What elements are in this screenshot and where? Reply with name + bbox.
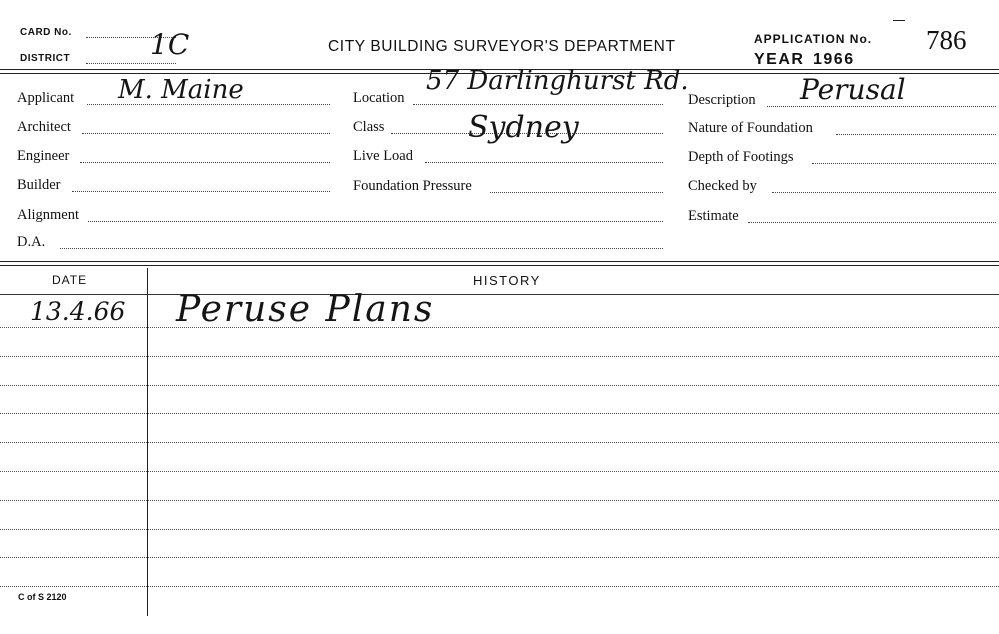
history-column-header: HISTORY xyxy=(473,273,541,288)
nature-of-foundation-label: Nature of Foundation xyxy=(688,120,813,136)
history-ruled-line xyxy=(0,413,999,414)
class-value: Sydney xyxy=(468,110,579,145)
history-divider-top xyxy=(0,261,999,262)
foundation-pressure-label: Foundation Pressure xyxy=(353,178,472,194)
foundation-pressure-dots xyxy=(490,192,663,193)
history-divider-bottom xyxy=(0,265,999,266)
description-label: Description xyxy=(688,92,756,108)
year-value: 1966 xyxy=(813,51,855,68)
live-load-label: Live Load xyxy=(353,148,413,164)
depth-of-footings-label: Depth of Footings xyxy=(688,149,794,165)
history-ruled-line xyxy=(0,529,999,530)
year-label: YEAR xyxy=(754,51,805,68)
history-ruled-line xyxy=(0,356,999,357)
district-dots xyxy=(86,63,176,64)
application-no-value: 786 xyxy=(926,25,967,55)
history-entry-text: Peruse Plans xyxy=(176,289,435,330)
history-ruled-line xyxy=(0,385,999,386)
engineer-dots xyxy=(80,162,330,163)
live-load-dots xyxy=(425,162,663,163)
history-ruled-line xyxy=(0,500,999,501)
history-ruled-line xyxy=(0,442,999,443)
history-header-rule xyxy=(0,294,999,295)
description-dots xyxy=(767,106,996,107)
district-label: DISTRICT xyxy=(20,53,71,64)
description-value: Perusal xyxy=(800,73,906,106)
nature-of-foundation-dots xyxy=(836,134,996,135)
architect-dots xyxy=(82,133,330,134)
engineer-label: Engineer xyxy=(17,148,70,164)
history-ruled-line xyxy=(0,471,999,472)
history-ruled-line xyxy=(0,327,999,328)
alignment-dots xyxy=(88,221,663,222)
date-column-header: DATE xyxy=(52,273,88,287)
history-entry-date: 13.4.66 xyxy=(30,297,126,326)
history-ruled-line xyxy=(0,557,999,558)
application-no-dash xyxy=(893,20,905,21)
alignment-label: Alignment xyxy=(17,207,80,223)
builder-dots xyxy=(72,191,330,192)
card-no-label: CARD No. xyxy=(20,27,72,38)
depth-of-footings-dots xyxy=(812,163,996,164)
location-value: 57 Darlinghurst Rd. xyxy=(426,66,689,96)
department-title: CITY BUILDING SURVEYOR'S DEPARTMENT xyxy=(328,38,676,55)
form-code: C of S 2120 xyxy=(18,592,67,602)
district-value: 1C xyxy=(150,28,190,61)
application-no-label: APPLICATION No. xyxy=(754,32,873,46)
history-ruled-line xyxy=(0,586,999,587)
checked-by-dots xyxy=(772,192,996,193)
checked-by-label: Checked by xyxy=(688,178,757,194)
estimate-label: Estimate xyxy=(688,208,739,224)
estimate-dots xyxy=(748,222,996,223)
location-label: Location xyxy=(353,90,405,106)
da-dots xyxy=(60,248,663,249)
builder-label: Builder xyxy=(17,177,61,193)
architect-label: Architect xyxy=(17,119,71,135)
class-label: Class xyxy=(353,119,385,135)
applicant-label: Applicant xyxy=(17,90,75,106)
location-dots xyxy=(413,104,663,105)
applicant-value: M. Maine xyxy=(118,75,244,105)
da-label: D.A. xyxy=(17,234,46,250)
